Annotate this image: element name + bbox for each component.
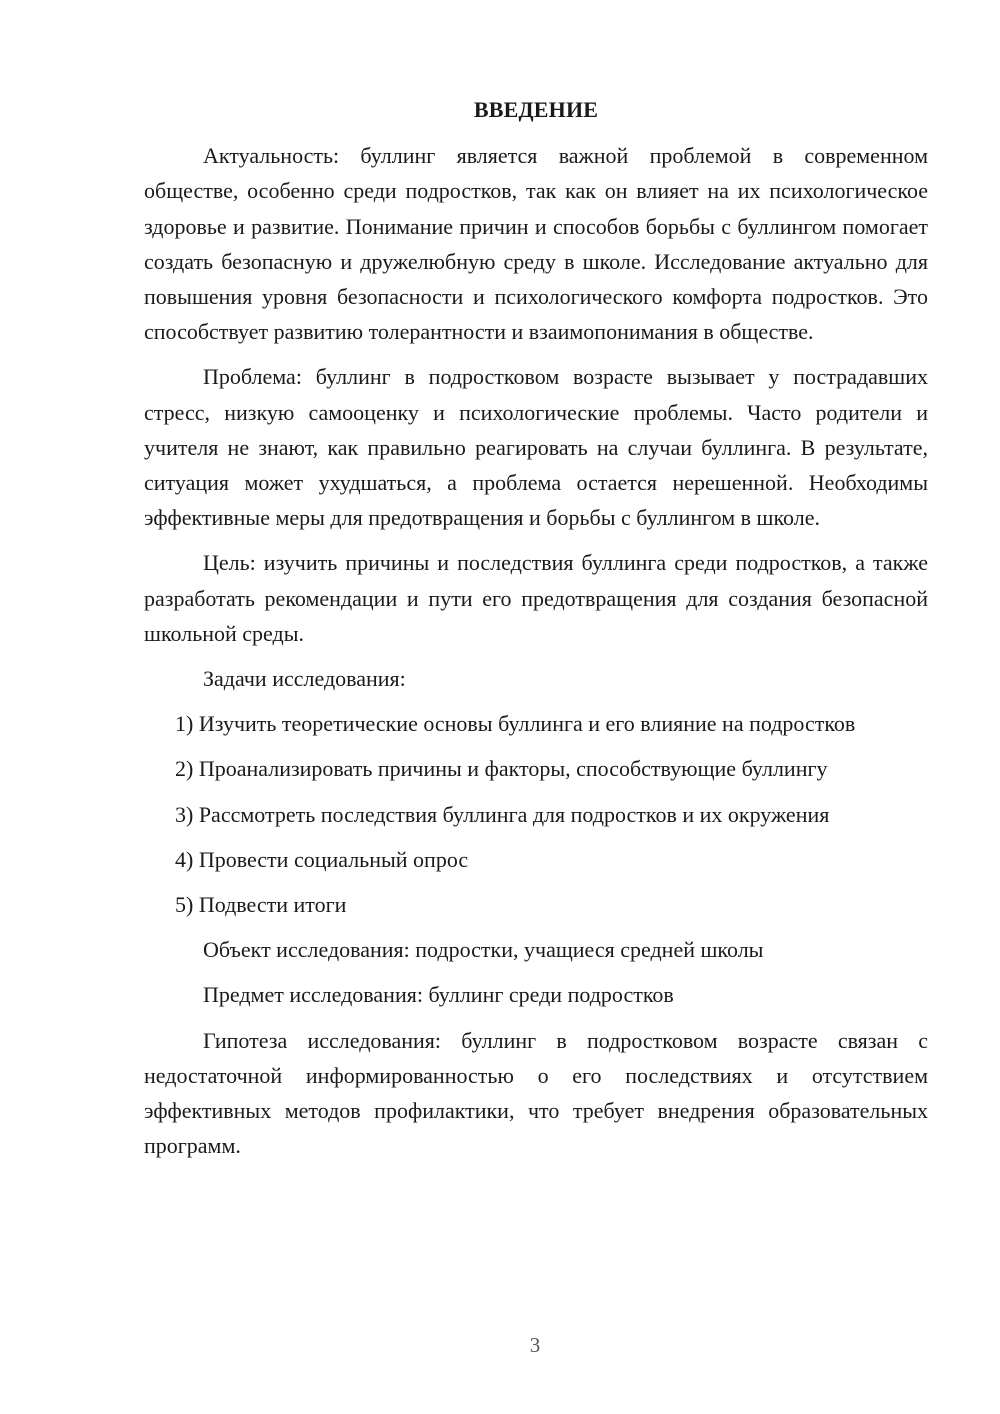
paragraph-problem: Проблема: буллинг в подростковом возрасте вызывает у пострадавших стресс, низкую самооценку и психологические проблемы. Часто родители и учителя не знают, как правильно реагировать на случаи буллинга. В результате, ситуация может ухудшаться, а проблема остается нерешенной. Необходимы эффективные меры для предотвращения и борьбы с буллингом в школе. — [144, 364, 928, 531]
paragraph-object: Объект исследования: подростки, учащиеся средней школы — [203, 937, 764, 963]
page-title: ВВЕДЕНИЕ — [473, 97, 599, 122]
tasks-heading: Задачи исследования: — [203, 666, 406, 692]
tasks-list — [144, 706, 928, 922]
document-page — [144, 92, 928, 1173]
list-item: 3) Рассмотреть последствия буллинга для подростков и их окружения — [175, 801, 830, 827]
paragraph-subject: Предмет исследования: буллинг среди подростков — [203, 982, 674, 1008]
page-number: 3 — [529, 1333, 541, 1357]
list-item: 2) Проанализировать причины и факторы, способствующие буллингу — [175, 756, 828, 782]
list-item: 4) Провести социальный опрос — [175, 846, 469, 872]
paragraph-relevance: Актуальность: буллинг является важной проблемой в современном обществе, особенно среди подростков, так как он влияет на их психологическое здоровье и развитие. Понимание причин и способов борьбы с буллингом помогает создать безопасную и дружелюбную среду в школе. Исследование актуально для повышения уровня безопасности и психологического комфорта подростков. Это способствует развитию толерантности и взаимопонимания в обществе. — [144, 143, 928, 345]
paragraph-goal: Цель: изучить причины и последствия буллинга среди подростков, а также разработать рекомендации и пути его предотвращения для создания безопасной школьной среды. — [144, 550, 928, 646]
list-item: 5) Подвести итоги — [175, 892, 347, 918]
paragraph-hypothesis: Гипотеза исследования: буллинг в подростковом возрасте связан с недостаточной информированностью о его последствиях и отсутствием эффективных методов профилактики, что требует внедрения образовательных программ. — [144, 1027, 928, 1159]
list-item: 1) Изучить теоретические основы буллинга и его влияние на подростков — [175, 711, 856, 737]
